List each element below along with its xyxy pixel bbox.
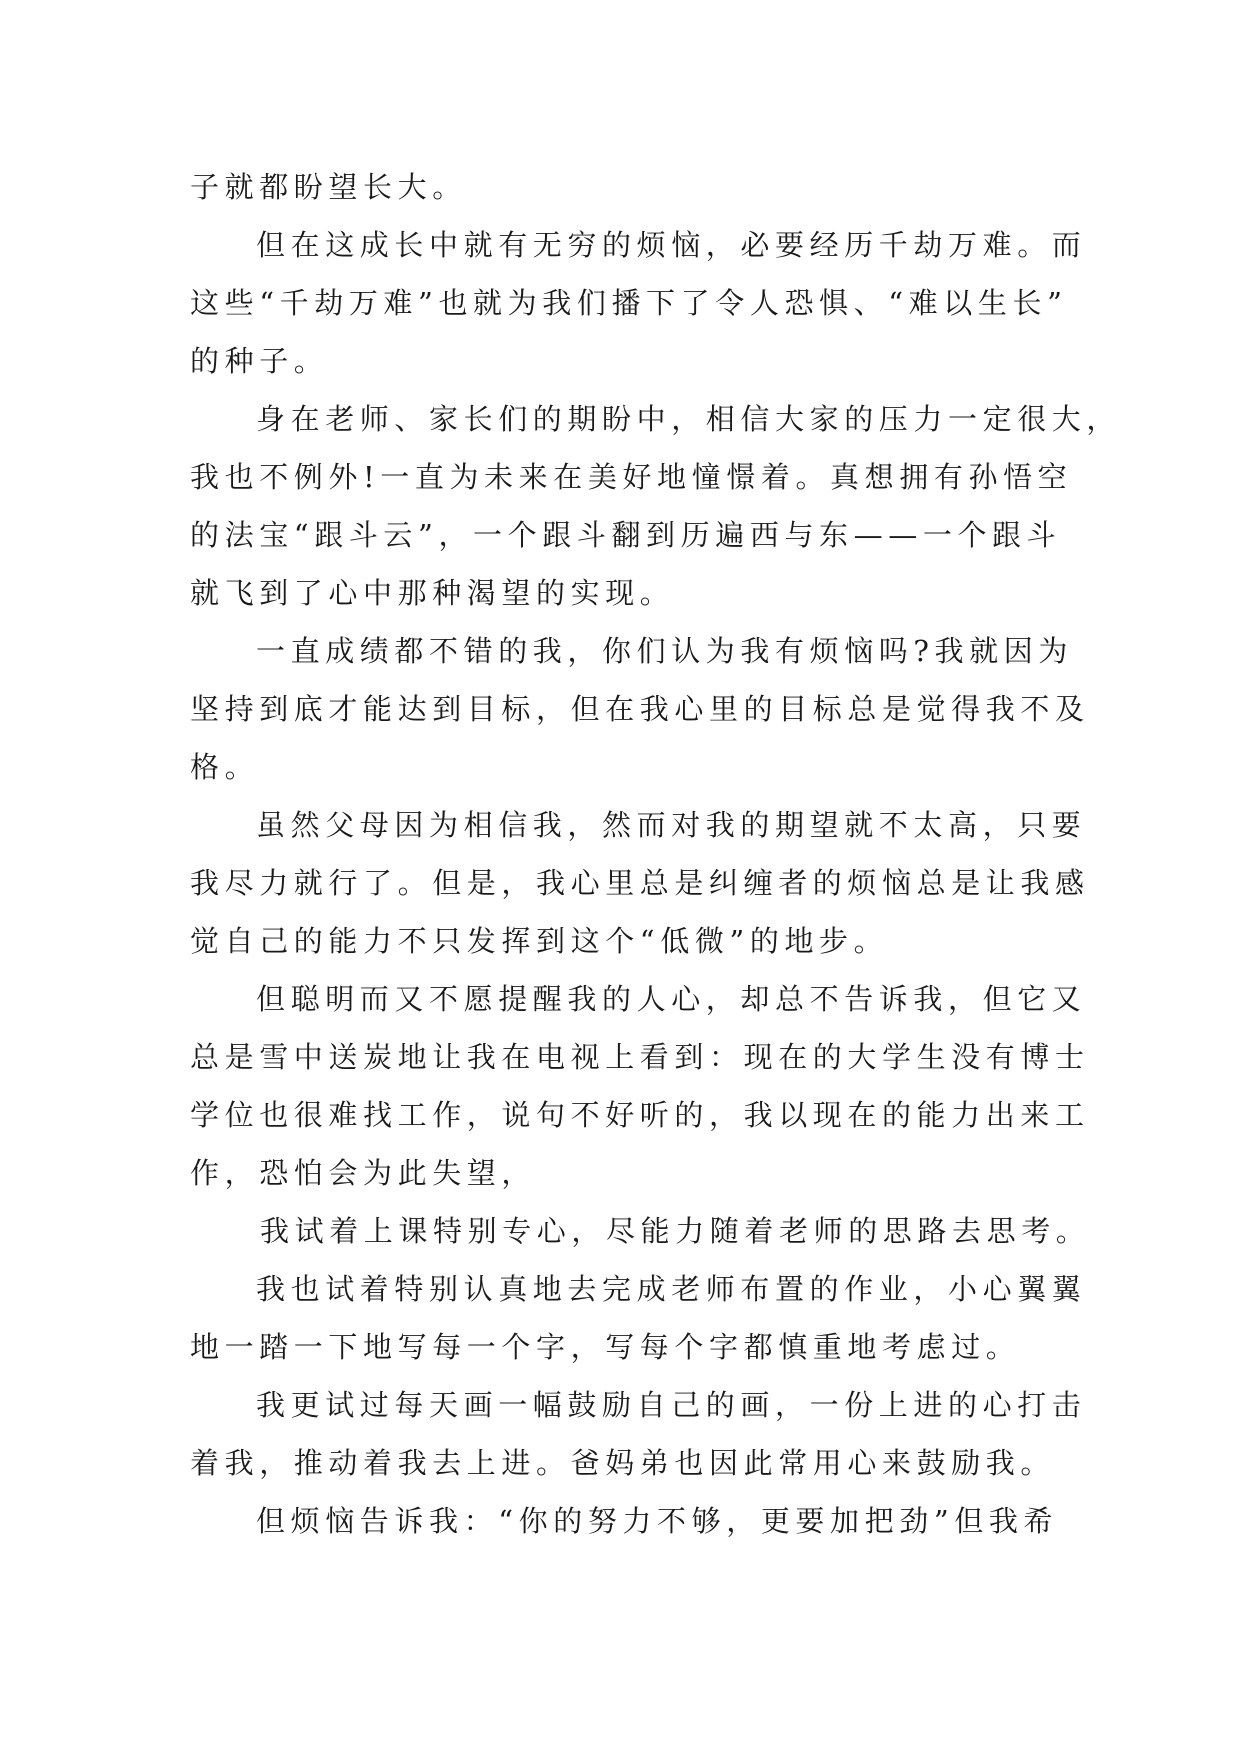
essay-line: 子就都盼望长大。 <box>190 170 467 204</box>
essay-line: 作，恐怕会为此失望， <box>190 1156 537 1190</box>
essay-line: 地一踏一下地写每一个字，写每个字都慎重地考虑过。 <box>190 1330 1021 1364</box>
essay-body <box>190 158 1122 1550</box>
essay-line: 着我，推动着我去上进。爸妈弟也因此常用心来鼓励我。 <box>190 1446 1056 1480</box>
essay-line: 我尽力就行了。但是，我心里总是纠缠者的烦恼总是让我感 <box>190 866 1090 900</box>
essay-line: 总是雪中送炭地让我在电视上看到：现在的大学生没有博士 <box>190 1040 1090 1074</box>
essay-line: 这些“千劫万难”也就为我们播下了令人恐惧、“难以生长” <box>190 286 1068 320</box>
essay-line: 但在这成长中就有无穷的烦恼，必要经历千劫万难。而 <box>256 228 1087 262</box>
essay-line: 坚持到底才能达到目标，但在我心里的目标总是觉得我不及 <box>190 692 1090 726</box>
essay-line: 学位也很难找工作，说句不好听的，我以现在的能力出来工 <box>190 1098 1090 1132</box>
essay-line: 虽然父母因为相信我，然而对我的期望就不太高，只要 <box>256 808 1087 842</box>
essay-line: 我更试过每天画一幅鼓励自己的画，一份上进的心打击 <box>256 1388 1087 1422</box>
essay-line: 身在老师、家长们的期盼中，相信大家的压力一定很大， <box>256 402 1122 436</box>
essay-line: 但烦恼告诉我：“你的努力不够，更要加把劲”但我希 <box>256 1504 1059 1538</box>
essay-line: 就飞到了心中那种渴望的实现。 <box>190 576 675 610</box>
essay-line: 我也不例外!一直为未来在美好地憧憬着。真想拥有孙悟空 <box>190 460 1073 494</box>
essay-line: 觉自己的能力不只发挥到这个“低微”的地步。 <box>190 924 889 958</box>
essay-line: 我试着上课特别专心，尽能力随着老师的思路去思考。 <box>260 1214 1091 1248</box>
essay-line: 我也试着特别认真地去完成老师布置的作业，小心翼翼 <box>256 1272 1087 1306</box>
essay-line: 的种子。 <box>190 344 329 378</box>
essay-line: 格。 <box>190 750 260 784</box>
essay-line: 的法宝“跟斗云”，一个跟斗翻到历遍西与东——一个跟斗 <box>190 518 1062 552</box>
essay-line: 一直成绩都不错的我，你们认为我有烦恼吗?我就因为 <box>256 634 1073 668</box>
essay-line: 但聪明而又不愿提醒我的人心，却总不告诉我，但它又 <box>256 982 1087 1016</box>
